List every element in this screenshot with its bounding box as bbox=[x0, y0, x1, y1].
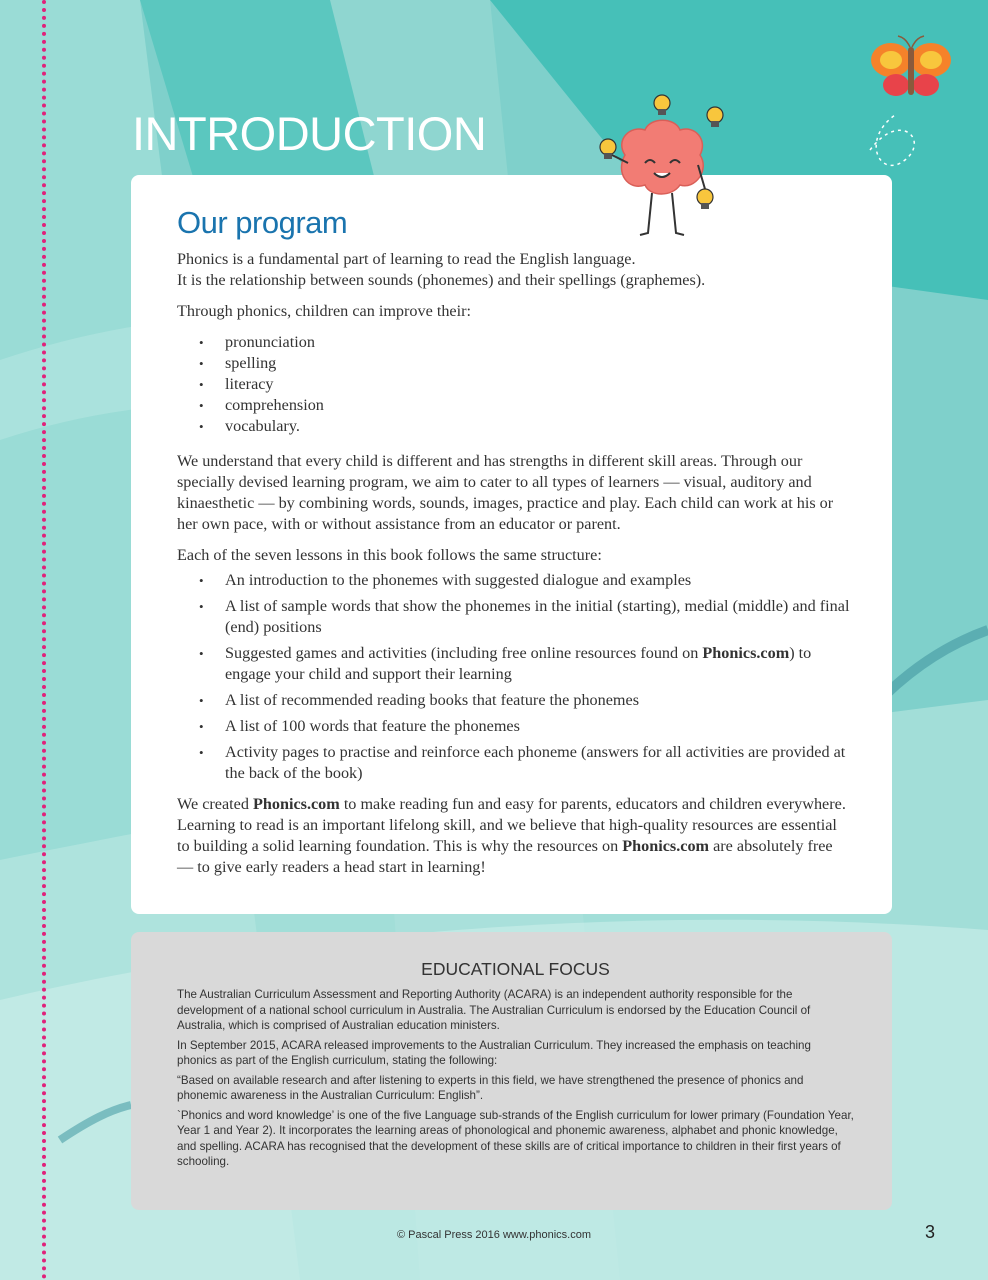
brain-mascot-icon bbox=[590, 85, 730, 250]
intro-line-1: Phonics is a fundamental part of learning to read the English language. bbox=[177, 250, 636, 268]
list-item: • A list of 100 words that feature the phonemes bbox=[199, 716, 852, 737]
focus-paragraph: `Phonics and word knowledge’ is one of the five Language sub-strands of the English curriculum for lower primary (Foundation Year, Year 1 and Year 2). It incorporates the learning areas of phonological and phonemic awareness, alphabet and phonic knowledge, and spelling. ACARA has recognised that the development of these skills are of critical importance to children in their first years of schooling. bbox=[177, 1108, 854, 1168]
educational-focus-box bbox=[131, 932, 892, 1210]
list-item: • vocabulary. bbox=[199, 416, 852, 437]
list-item: • literacy bbox=[199, 374, 852, 395]
list-item: • An introduction to the phonemes with suggested dialogue and examples bbox=[199, 570, 852, 591]
phonics-link[interactable]: Phonics.com bbox=[252, 795, 340, 813]
page-number: 3 bbox=[925, 1222, 936, 1242]
program-card bbox=[131, 175, 892, 914]
footer-copyright: © Pascal Press 2016 www.phonics.com bbox=[397, 1229, 591, 1241]
lightbulb-icon bbox=[654, 95, 670, 115]
list-item: • A list of recommended reading books that feature the phonemes bbox=[199, 690, 852, 711]
structure-list bbox=[177, 570, 852, 784]
understand-paragraph: We understand that every child is different and has strengths in different skill areas. Through our specially devised learning program, we aim to cater to all types of learners — visual, auditory and kinaesthetic — by combining words, sounds, images, practice and play. Each child can work at his or her own pace, with or without assistance from an educator or parent. bbox=[177, 452, 834, 533]
games-text-end: ) to engage your child and support their learning bbox=[225, 644, 812, 683]
focus-paragraph: “Based on available research and after listening to experts in this field, we have strengthened the presence of phonics and phonemic awareness in the Australian Curriculum: English”. bbox=[177, 1073, 804, 1102]
list-item: • spelling bbox=[199, 353, 852, 374]
page-title: INTRODUCTION bbox=[132, 107, 487, 160]
structure-lead: Each of the seven lessons in this book follows the same structure: bbox=[177, 546, 602, 564]
list-item: • Activity pages to practise and reinforce each phoneme (answers for all activities are provided at the back of the book) bbox=[199, 742, 852, 784]
butterfly-icon bbox=[866, 35, 956, 105]
dotted-margin-line bbox=[42, 0, 46, 1280]
lightbulb-icon bbox=[697, 189, 713, 209]
list-item: • A list of sample words that show the phonemes in the initial (starting), medial (middle) and final (end) positions bbox=[199, 596, 852, 638]
list-item: • comprehension bbox=[199, 395, 852, 416]
focus-title: EDUCATIONAL FOCUS bbox=[421, 959, 610, 979]
closing-paragraph bbox=[177, 794, 852, 878]
closing-mid: to make reading fun and easy for parents, educators and children everywhere. Learning to read is an important lifelong skill, and we believe that high-quality resources are essential to building a solid learning foundation. This is why the resources on bbox=[177, 795, 846, 855]
section-heading: Our program bbox=[177, 205, 348, 240]
games-text-start: Suggested games and activities (including free online resources found on bbox=[225, 644, 703, 662]
closing-start: We created bbox=[177, 795, 253, 813]
phonics-link[interactable]: Phonics.com bbox=[622, 837, 710, 855]
improve-list bbox=[177, 332, 852, 437]
list-item: • pronunciation bbox=[199, 332, 852, 353]
focus-paragraph: In September 2015, ACARA released improvements to the Australian Curriculum. They increased the emphasis on teaching phonics as part of the English curriculum, stating the following: bbox=[177, 1038, 811, 1067]
intro-paragraph bbox=[177, 249, 852, 291]
lightbulb-icon bbox=[707, 107, 723, 127]
intro-line-2: It is the relationship between sounds (phonemes) and their spellings (graphemes). bbox=[177, 271, 706, 289]
closing-end: are absolutely free — to give early readers a head start in learning! bbox=[177, 837, 833, 876]
list-item bbox=[199, 643, 852, 685]
focus-paragraph: The Australian Curriculum Assessment and Reporting Authority (ACARA) is an independent authority responsible for the development of a national school curriculum in Australia. The Australian Curriculum is endorsed by the Education Council of Australia, which is comprised of Australian education ministers. bbox=[177, 988, 811, 1032]
improve-lead: Through phonics, children can improve their: bbox=[177, 302, 471, 320]
phonics-link[interactable]: Phonics.com bbox=[702, 644, 790, 662]
